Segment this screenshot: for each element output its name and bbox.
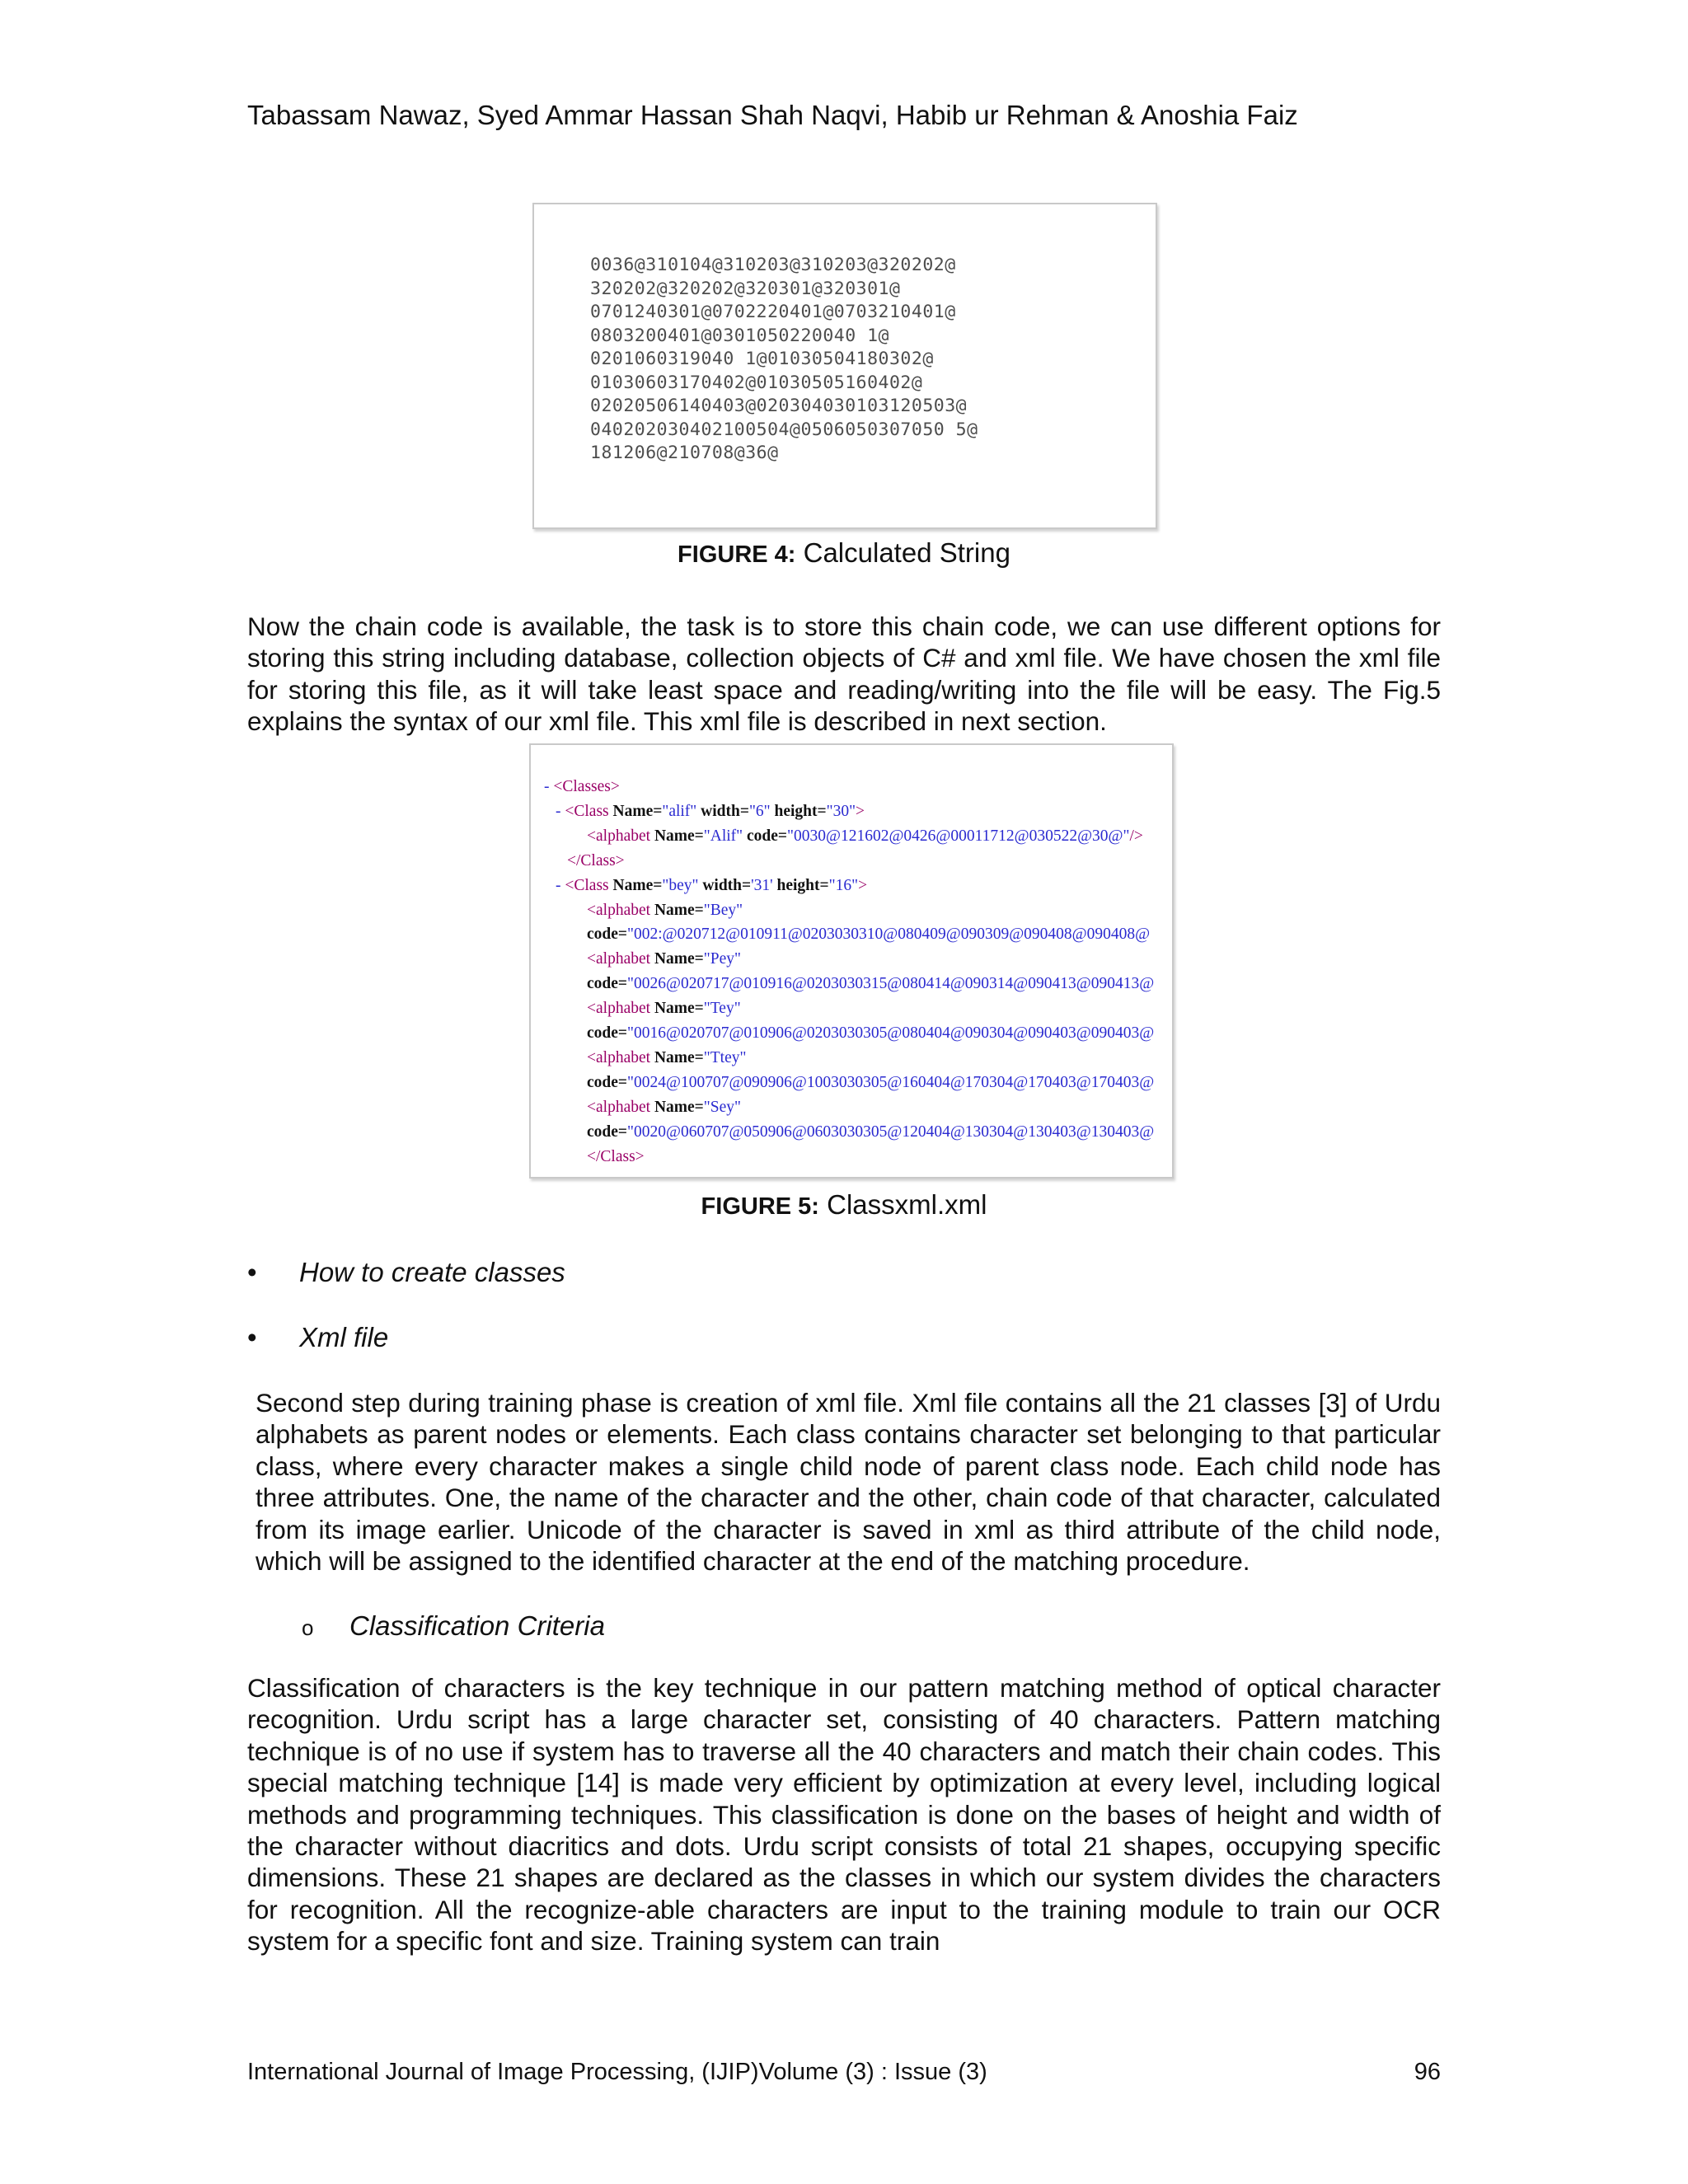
xml-tag: <Class: [565, 802, 609, 820]
bullet-symbol: •: [247, 1322, 257, 1352]
xml-tag: </Class>: [587, 1147, 645, 1165]
bullet-item: [247, 1320, 388, 1355]
xml-line: [544, 972, 1154, 996]
xml-line: [544, 824, 1154, 849]
xml-value: "alif": [662, 802, 697, 820]
paragraph-xml-file: Second step during training phase is creation of xml file. Xml file contains all the 21 classes [3] of Urdu alphabets as parent nodes or elements. Each class contains character set belonging to that particular class, where every character makes a single child node of parent class node. Each child node has three attributes. One, the name of the character and the other, chain code of that character, calculated from its image earlier. Unicode of the character is saved in xml as third attribute of the child node, which will be assigned to the identified character at the end of the matching procedure.: [256, 1388, 1441, 1577]
xml-attr: width=: [696, 802, 749, 820]
xml-tag: </Class>: [567, 851, 625, 869]
xml-attr: Name=: [650, 1098, 704, 1116]
xml-attr: code=: [587, 926, 628, 944]
xml-tag: <Classes>: [553, 778, 620, 795]
xml-line: [544, 1071, 1154, 1095]
xml-attr: Name=: [650, 827, 704, 845]
xml-tag: <alphabet: [587, 901, 651, 919]
string-line: 02020506140403@020304030103120503@: [590, 396, 968, 416]
xml-tag: <alphabet: [587, 950, 651, 968]
xml-tag: >: [858, 876, 868, 894]
xml-line: [544, 947, 1154, 972]
xml-attr: code=: [587, 1122, 628, 1141]
xml-value: "0024@100707@090906@1003030305@160404@170304@170403@170403@: [627, 1073, 1155, 1091]
xml-value: "002:@020712@010911@0203030310@080409@090309@090408@090408@: [627, 926, 1151, 944]
collapse-marker: -: [556, 876, 565, 894]
xml-attr: code=: [587, 1073, 628, 1091]
xml-value: "Pey": [703, 950, 741, 968]
figure-5-title: Classxml.xml: [818, 1189, 987, 1220]
xml-line: [544, 775, 1154, 799]
xml-attr: width=: [698, 876, 752, 894]
xml-value: "bey": [662, 876, 699, 894]
xml-attr: Name=: [650, 950, 704, 968]
string-line: 040202030402100504@0506050307050 5@: [590, 419, 978, 440]
xml-value: "0030@121602@0426@00011712@030522@30@": [787, 827, 1130, 845]
xml-line: [544, 996, 1154, 1021]
xml-line: [544, 1046, 1154, 1071]
bullet-symbol: •: [247, 1257, 257, 1287]
figure-4-title: Calculated String: [795, 537, 1010, 568]
paragraph-chain-code-storage: Now the chain code is available, the task is to store this chain code, we can use different options for storing this string including database, collection objects of C# and xml file. We have chosen the xml file for storing this file, as it will take least space and reading/writing into the file will be easy. The Fig.5 explains the syntax of our xml file. This xml file is described in next section.: [247, 612, 1441, 737]
string-line: 01030603170402@01030505160402@: [590, 372, 923, 393]
xml-value: "Bey": [703, 901, 743, 919]
xml-value: "Ttey": [703, 1048, 747, 1066]
xml-tag: <alphabet: [587, 1048, 651, 1066]
xml-value: "0020@060707@050906@0603030305@120404@130304@130403@130403@: [627, 1122, 1155, 1141]
collapse-marker: -: [544, 778, 554, 795]
sub-bullet-text: Classification Criteria: [349, 1610, 605, 1641]
figure-5-image: [529, 743, 1174, 1179]
xml-attr: height=: [772, 876, 829, 894]
xml-attr: height=: [770, 802, 827, 820]
xml-listing: [544, 775, 1154, 1169]
xml-line: [544, 898, 1154, 923]
sub-bullet-symbol: o: [302, 1615, 314, 1640]
xml-value: "0026@020717@010916@0203030315@080414@090314@090413@090413@: [627, 975, 1155, 993]
xml-line: [544, 1120, 1154, 1145]
sub-bullet-item: [302, 1609, 605, 1645]
string-line: 0201060319040 1@01030504180302@: [590, 349, 934, 369]
xml-attr: code=: [743, 827, 788, 845]
xml-line: [544, 922, 1154, 947]
bullet-text: How to create classes: [299, 1257, 565, 1287]
string-line: 320202@320202@320301@320301@: [590, 278, 901, 299]
string-line: 0803200401@0301050220040 1@: [590, 325, 889, 346]
xml-attr: Name=: [608, 802, 663, 820]
xml-attr: Name=: [650, 1000, 704, 1018]
xml-attr: code=: [587, 975, 628, 993]
xml-value: "Alif": [703, 827, 743, 845]
running-header: Tabassam Nawaz, Syed Ammar Hassan Shah Naqvi, Habib ur Rehman & Anoshia Faiz: [247, 100, 1298, 130]
xml-value: "30": [826, 802, 856, 820]
journal-footer: International Journal of Image Processing, (IJIP)Volume (3) : Issue (3): [247, 2059, 987, 2085]
figure-5-caption: [0, 1188, 1688, 1224]
string-line: 0701240301@0702220401@0703210401@: [590, 302, 956, 322]
bullet-item: [247, 1255, 565, 1290]
xml-tag: <alphabet: [587, 1000, 651, 1018]
xml-value: "Tey": [703, 1000, 741, 1018]
xml-line: [544, 1095, 1154, 1120]
xml-attr: Name=: [650, 1048, 704, 1066]
xml-tag: <Class: [565, 876, 609, 894]
collapse-marker: -: [556, 802, 565, 820]
xml-line: [544, 1021, 1154, 1046]
xml-attr: Name=: [608, 876, 663, 894]
xml-line: [544, 874, 1154, 898]
figure-4-caption: [0, 536, 1688, 572]
xml-value: "16": [828, 876, 859, 894]
xml-tag: <alphabet: [587, 1098, 651, 1116]
bullet-text: Xml file: [299, 1322, 389, 1352]
string-line: 0036@310104@310203@310203@320202@: [590, 255, 956, 275]
xml-attr: code=: [587, 1024, 628, 1043]
xml-value: '31': [751, 876, 773, 894]
paragraph-classification: Classification of characters is the key technique in our pattern matching method of optical character recognition. Urdu script has a large character set, consisting of 40 characters. Pattern matching technique is of no use if system has to traverse all the 40 characters and match their chain codes. This special matching technique [14] is made very efficient by optimization at every level, including logical methods and programming techniques. This classification is done on the bases of height and width of the character without diacritics and dots. Urdu script consists of total 21 shapes, occupying specific dimensions. These 21 shapes are declared as the classes in which our system divides the characters for recognition. All the recognize-able characters are input to the training module to train our OCR system for a specific font and size. Training system can train: [247, 1673, 1441, 1957]
xml-tag: <alphabet: [587, 827, 651, 845]
xml-line: [544, 799, 1154, 824]
page-number: 96: [1414, 2059, 1441, 2085]
xml-line: [544, 1145, 1154, 1169]
string-line: 181206@210708@36@: [590, 443, 779, 463]
xml-tag: />: [1129, 827, 1143, 845]
xml-value: "Sey": [703, 1098, 741, 1116]
xml-tag: >: [856, 802, 865, 820]
figure-5-label: FIGURE 5:: [701, 1193, 819, 1220]
xml-value: "6": [748, 802, 771, 820]
calculated-string-text: [590, 254, 978, 466]
figure-4-image: [532, 203, 1157, 529]
figure-4-label: FIGURE 4:: [678, 541, 796, 568]
xml-line: [544, 849, 1154, 874]
xml-value: "0016@020707@010906@0203030305@080404@090304@090403@090403@: [627, 1024, 1155, 1043]
xml-attr: Name=: [650, 901, 704, 919]
